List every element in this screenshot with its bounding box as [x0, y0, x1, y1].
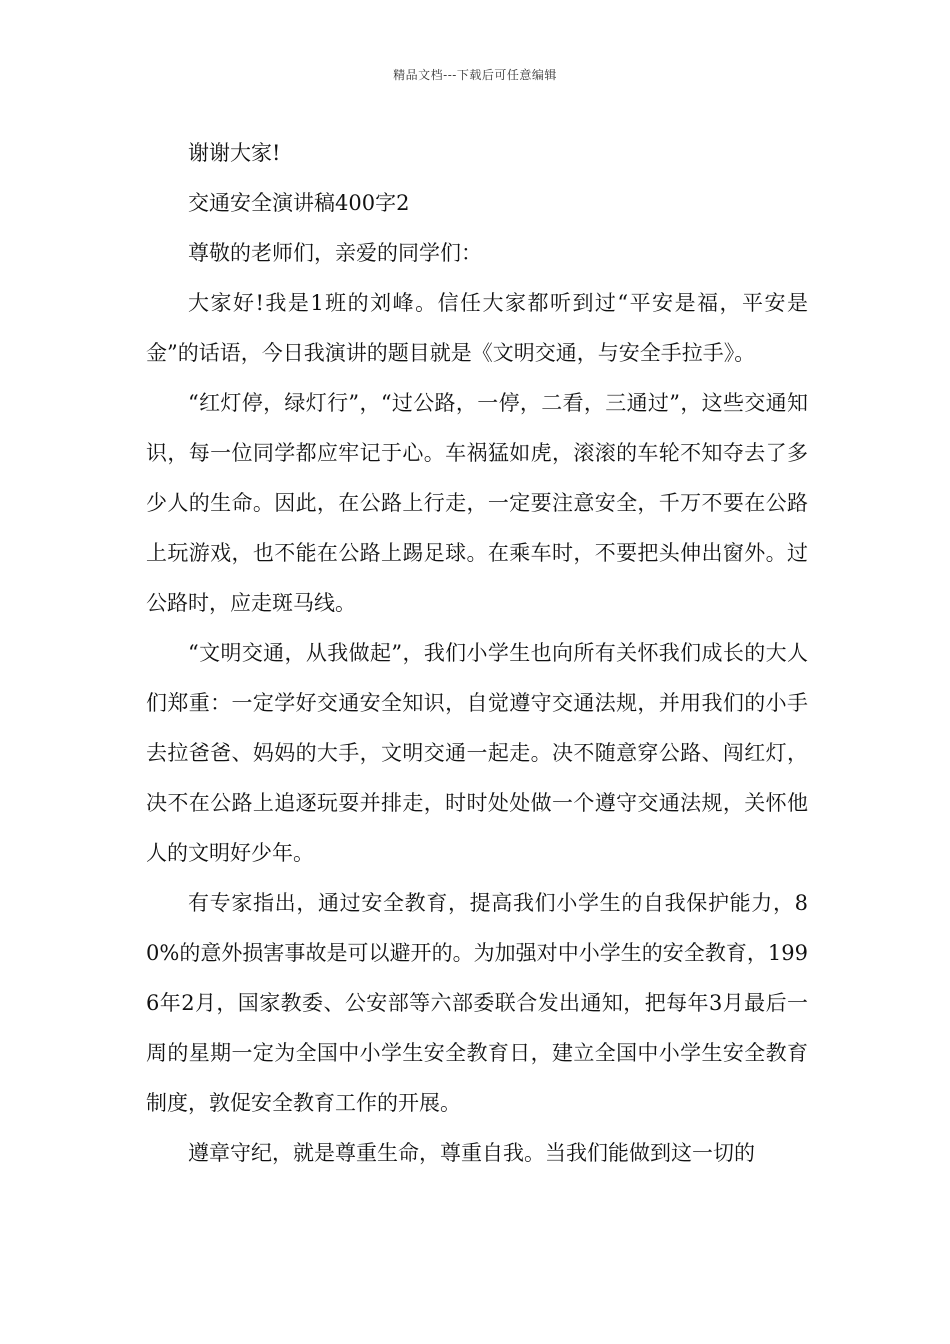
paragraph: “红灯停，绿灯行”，“过公路，一停，二看，三通过”，这些交通知识，每一位同学都应牢记于心。车祸猛如虎，滚滚的车轮不知夺去了多少人的生命。因此，在公路上行走，一定要注意安全，千万不要在公路上玩游戏，也不能在公路上踢足球。在乘车时，不要把头伸出窗外。过公路时，应走斑马线。 — [146, 391, 808, 615]
page-header: 精品文档---下载后可任意编辑 — [393, 68, 557, 82]
paragraph: 遵章守纪，就是尊重生命，尊重自我。当我们能做到这一切的 — [188, 1141, 755, 1165]
paragraph: “文明交通，从我做起”，我们小学生也向所有关怀我们成长的大人们郑重：一定学好交通安全知识，自觉遵守交通法规，并用我们的小手去拉爸爸、妈妈的大手，文明交通一起走。决不随意穿公路、闯红灯，决不在公路上追逐玩耍并排走，时时处处做一个遵守交通法规，关怀他人的文明好少年。 — [146, 641, 808, 865]
section-title: 交通安全演讲稿400字2 — [188, 191, 410, 215]
document-body — [146, 128, 808, 1178]
paragraph: 大家好!我是1班的刘峰。信任大家都听到过“平安是福，平安是金”的话语，今日我演讲的题目就是《文明交通，与安全手拉手》。 — [146, 291, 808, 365]
paragraph-salutation: 尊敬的老师们，亲爱的同学们： — [188, 241, 482, 265]
paragraph: 有专家指出，通过安全教育，提高我们小学生的自我保护能力，80%的意外损害事故是可以避开的。为加强对中小学生的安全教育，1996年2月，国家教委、公安部等六部委联合发出通知，把每年3月最后一周的星期一定为全国中小学生安全教育日，建立全国中小学生安全教育制度，敦促安全教育工作的开展。 — [146, 891, 808, 1115]
paragraph-closing: 谢谢大家! — [188, 141, 281, 165]
